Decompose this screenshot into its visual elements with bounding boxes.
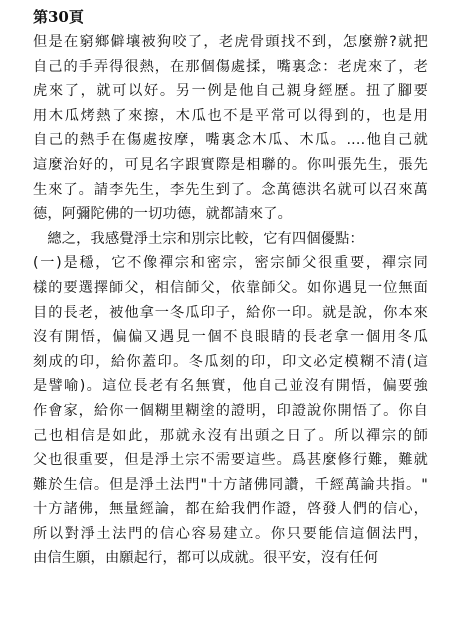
text-line: 十方諸佛，無量經論，都在給我們作證，啓發人們的信心， bbox=[33, 501, 428, 518]
page-number-title: 第30頁 bbox=[33, 8, 84, 26]
text-line: 德，阿彌陀佛的一切功德，就都請來了。 bbox=[33, 206, 292, 223]
text-line: 虎來了，就可以好。另一例是他自己親身經歷。扭了腳要 bbox=[33, 83, 428, 100]
text-line: 目的長老，被他拿一冬瓜印子，給你一印。就是說，你本來 bbox=[33, 304, 428, 321]
text-line: 但是在窮鄉僻壤被狗咬了，老虎骨頭找不到，怎麼辦?就把 bbox=[33, 34, 428, 50]
text-line: 自己的熱手在傷處按摩，嘴裏念木瓜、木瓜。....他自己就 bbox=[33, 132, 428, 149]
text-line: 作會家，給你一個糊里糊塗的證明，印證說你開悟了。你自 bbox=[33, 402, 428, 419]
text-line: 己也相信是如此，那就永沒有出頭之日了。所以禪宗的師 bbox=[33, 427, 428, 444]
text-line: 刻成的印，給你蓋印。冬瓜刻的印，印文必定模糊不清(這 bbox=[33, 353, 428, 370]
text-line: 生來了。請李先生，李先生到了。念萬德洪名就可以召來萬 bbox=[33, 181, 428, 198]
text-line: 由信生願，由願起行，都可以成就。很平安，沒有任何 bbox=[33, 550, 379, 567]
text-line: 難於生信。但是淨土法門"十方諸佛同讚，千經萬論共指。" bbox=[33, 476, 428, 493]
text-line: 是譬喻)。這位長老有名無實，他自己並沒有開悟，偏要強 bbox=[33, 378, 428, 395]
text-line: 父也很重要，但是淨土宗不需要這些。爲甚麼修行難，難就 bbox=[33, 452, 428, 469]
text-line: 樣的要選擇師父，相信師父，依靠師父。如你遇見一位無面 bbox=[33, 279, 428, 296]
body-text bbox=[33, 30, 428, 571]
text-line: 沒有開悟，偏偏又遇見一個不良眼睛的長老拿一個用冬瓜 bbox=[33, 329, 428, 346]
text-line: 這麼治好的，可見名字跟實際是相聯的。你叫張先生，張先 bbox=[33, 156, 428, 173]
text-line: 自己的手弄得很熱，在那個傷處揉，嘴裏念：老虎來了，老 bbox=[33, 58, 428, 75]
text-line: (一)是穩，它不像禪宗和密宗，密宗師父很重要，禪宗同 bbox=[33, 255, 428, 272]
text-line: 用木瓜烤熱了來擦，木瓜也不是平常可以得到的，也是用 bbox=[33, 107, 428, 124]
text-line: 所以對淨土法門的信心容易建立。你只要能信這個法門， bbox=[33, 525, 428, 542]
text-line: 總之，我感覺淨土宗和別宗比較，它有四個優點： bbox=[33, 230, 364, 247]
